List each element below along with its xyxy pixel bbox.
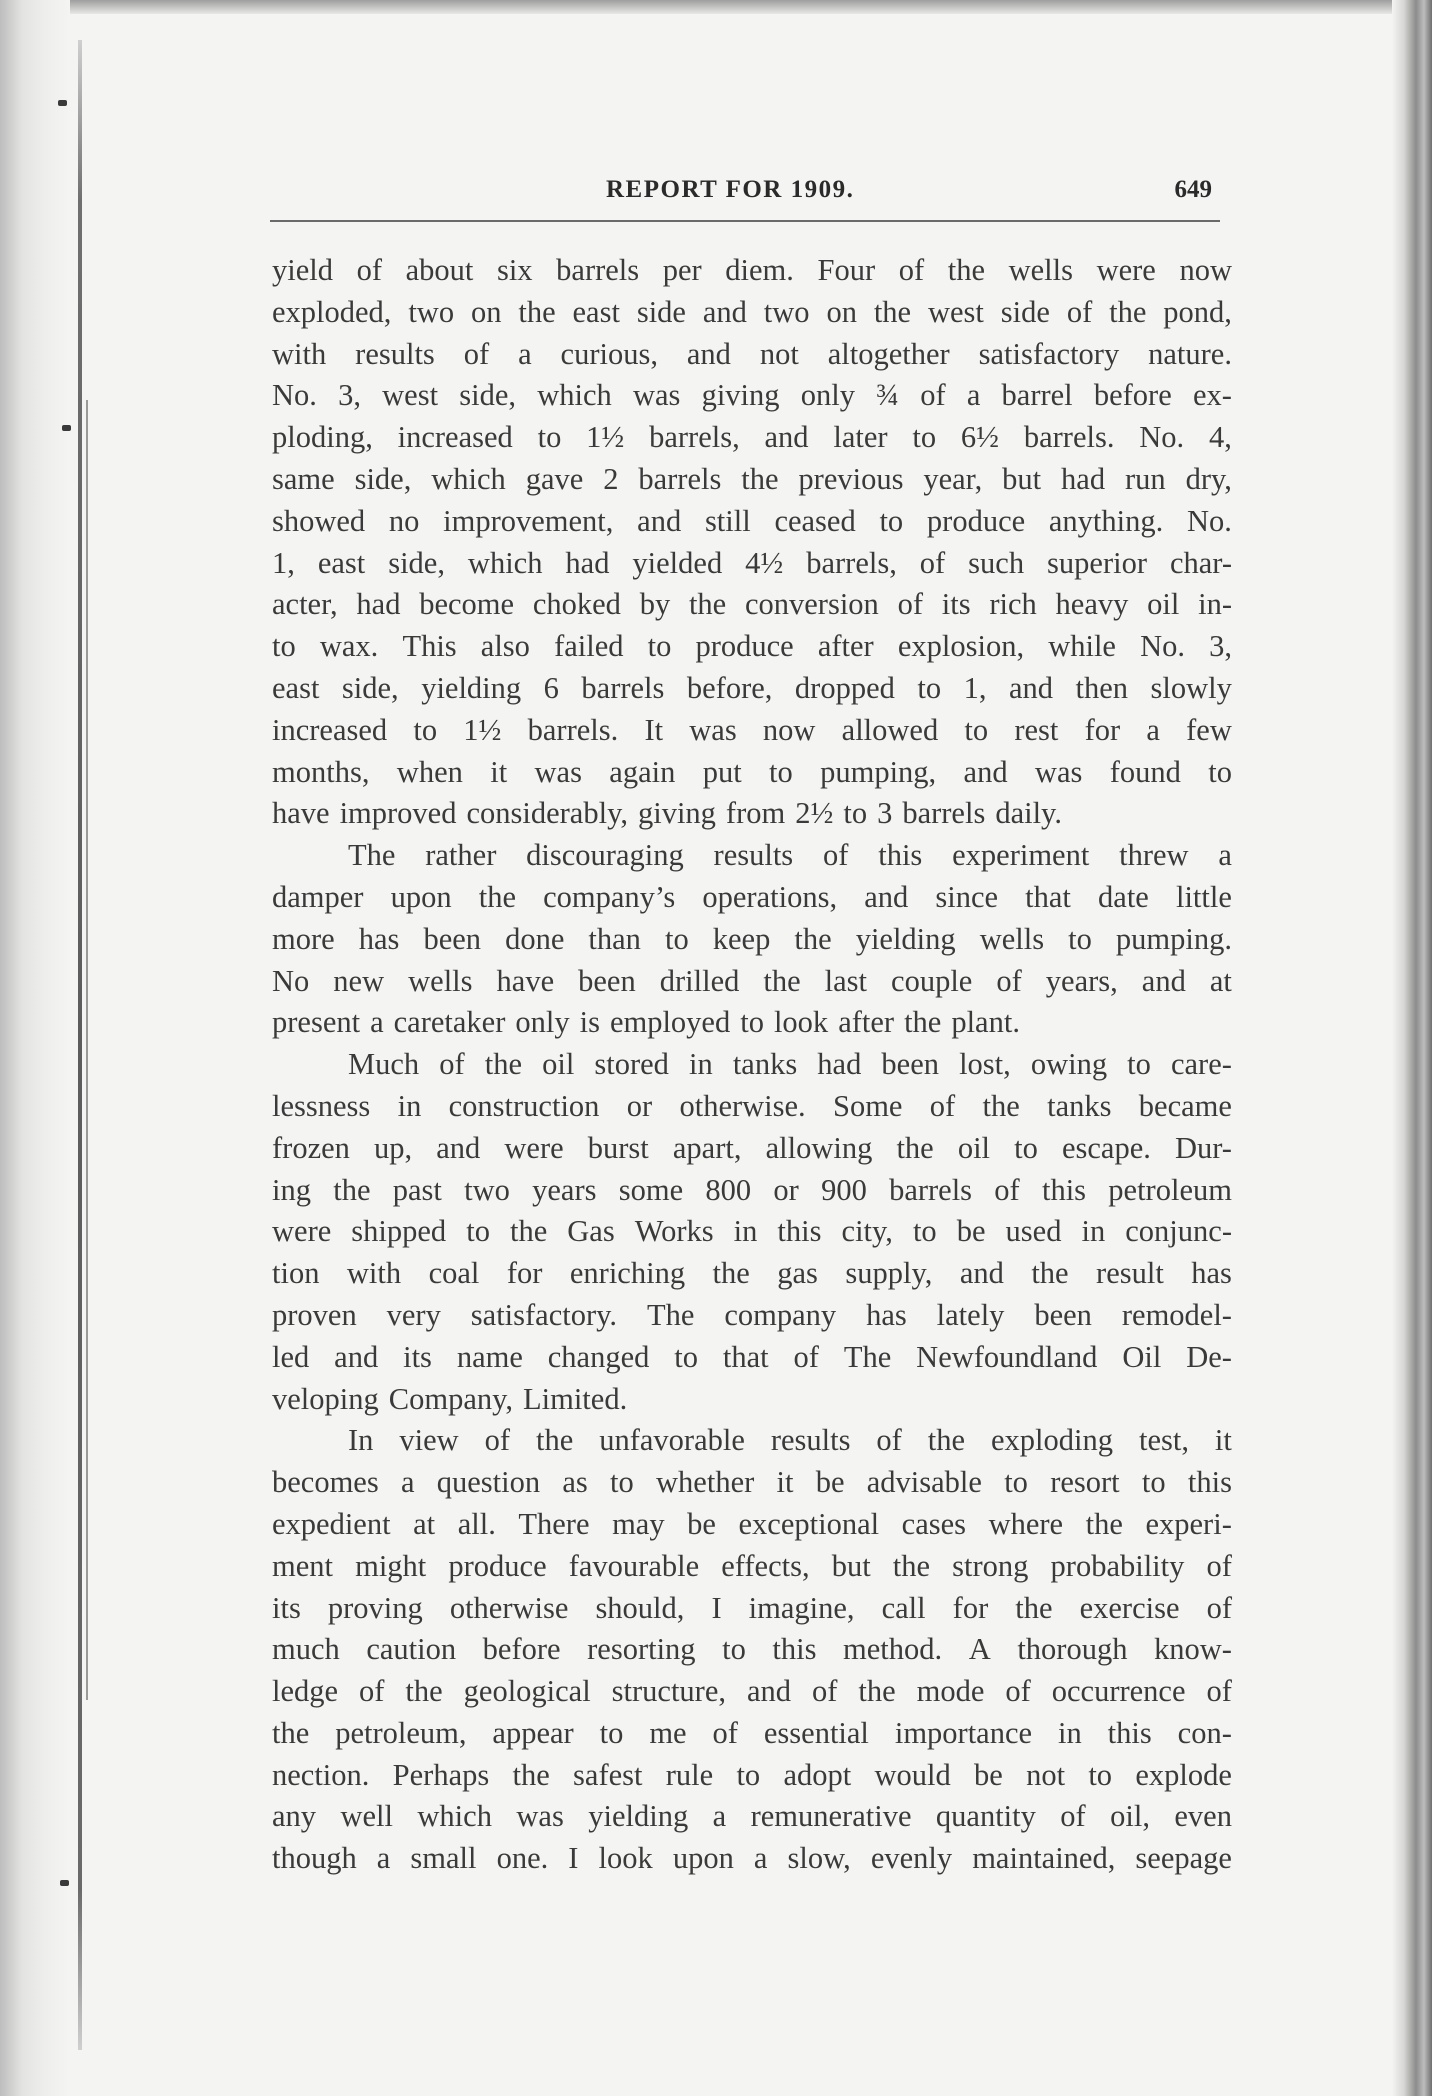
text-line: the petroleum, appear to me of essential importance in this con-	[272, 1715, 1232, 1750]
text-line: The rather discouraging results of this experiment threw a	[348, 838, 1232, 873]
text-line: more has been done than to keep the yielding wells to pumping.	[272, 921, 1232, 956]
page-number: 649	[1174, 176, 1212, 203]
text-line: veloping Company, Limited.	[272, 1381, 628, 1416]
binding-line	[78, 40, 82, 2050]
text-line: tion with coal for enriching the gas supply, and the result has	[272, 1256, 1232, 1291]
text-line: In view of the unfavorable results of the exploding test, it	[348, 1423, 1232, 1458]
text-line: showed no improvement, and still ceased to produce anything. No.	[272, 503, 1232, 538]
text-line: east side, yielding 6 barrels before, dropped to 1, and then slowly	[272, 670, 1232, 705]
text-line: months, when it was again put to pumping, and was found to	[272, 754, 1232, 789]
text-line: ment might produce favourable effects, but the strong probability of	[272, 1548, 1232, 1583]
text-line: No new wells have been drilled the last couple of years, and at	[272, 963, 1232, 998]
book-gutter	[0, 0, 70, 2096]
binding-mark	[62, 425, 71, 431]
text-line: ing the past two years some 800 or 900 barrels of this petroleum	[272, 1172, 1232, 1207]
text-line: acter, had become choked by the conversion of its rich heavy oil in-	[272, 587, 1232, 622]
text-line: to wax. This also failed to produce after explosion, while No. 3,	[272, 629, 1232, 664]
text-line: No. 3, west side, which was giving only ¾ of a barrel before ex-	[272, 378, 1232, 413]
binding-mark	[58, 100, 67, 106]
binding-mark	[60, 1880, 69, 1886]
text-line: same side, which gave 2 barrels the previous year, but had run dry,	[272, 461, 1232, 496]
binding-line-inner	[86, 400, 88, 1700]
text-line: expedient at all. There may be exceptional cases where the experi-	[272, 1506, 1232, 1541]
text-line: were shipped to the Gas Works in this city, to be used in conjunc-	[272, 1214, 1232, 1249]
body-text	[272, 250, 1232, 1880]
text-line: becomes a question as to whether it be advisable to resort to this	[272, 1465, 1232, 1500]
text-line: ploding, increased to 1½ barrels, and later to 6½ barrels. No. 4,	[272, 420, 1232, 455]
text-line: ledge of the geological structure, and of the mode of occurrence of	[272, 1674, 1232, 1709]
text-line: 1, east side, which had yielded 4½ barrels, of such superior char-	[272, 545, 1232, 580]
text-line: yield of about six barrels per diem. Four of the wells were now	[272, 253, 1232, 287]
text-line: led and its name changed to that of The Newfoundland Oil De-	[272, 1339, 1232, 1374]
running-title: REPORT FOR 1909.	[606, 176, 855, 203]
page-right-edge	[1392, 0, 1432, 2096]
text-line: have improved considerably, giving from 2½ to 3 barrels daily.	[272, 796, 1062, 831]
header-rule	[270, 220, 1220, 222]
text-line: present a caretaker only is employed to look after the plant.	[272, 1005, 1020, 1040]
text-line: lessness in construction or otherwise. Some of the tanks became	[272, 1088, 1232, 1123]
text-line: increased to 1½ barrels. It was now allowed to rest for a few	[272, 712, 1232, 747]
text-line: though a small one. I look upon a slow, evenly maintained, seepage	[272, 1841, 1232, 1876]
text-line: with results of a curious, and not altogether satisfactory nature.	[272, 336, 1232, 371]
text-line: Much of the oil stored in tanks had been lost, owing to care-	[348, 1047, 1232, 1082]
text-line: any well which was yielding a remunerative quantity of oil, even	[272, 1799, 1232, 1834]
text-line: much caution before resorting to this method. A thorough know-	[272, 1632, 1232, 1667]
text-line: nection. Perhaps the safest rule to adopt would be not to explode	[272, 1757, 1232, 1792]
text-line: frozen up, and were burst apart, allowing the oil to escape. Dur-	[272, 1130, 1232, 1165]
text-line: exploded, two on the east side and two on the west side of the pond,	[272, 294, 1232, 329]
text-line: its proving otherwise should, I imagine, call for the exercise of	[272, 1590, 1232, 1625]
page-header	[270, 172, 1220, 218]
page-top-edge	[0, 0, 1432, 14]
text-line: damper upon the company’s operations, and since that date little	[272, 879, 1232, 914]
text-line: proven very satisfactory. The company has lately been remodel-	[272, 1297, 1232, 1332]
